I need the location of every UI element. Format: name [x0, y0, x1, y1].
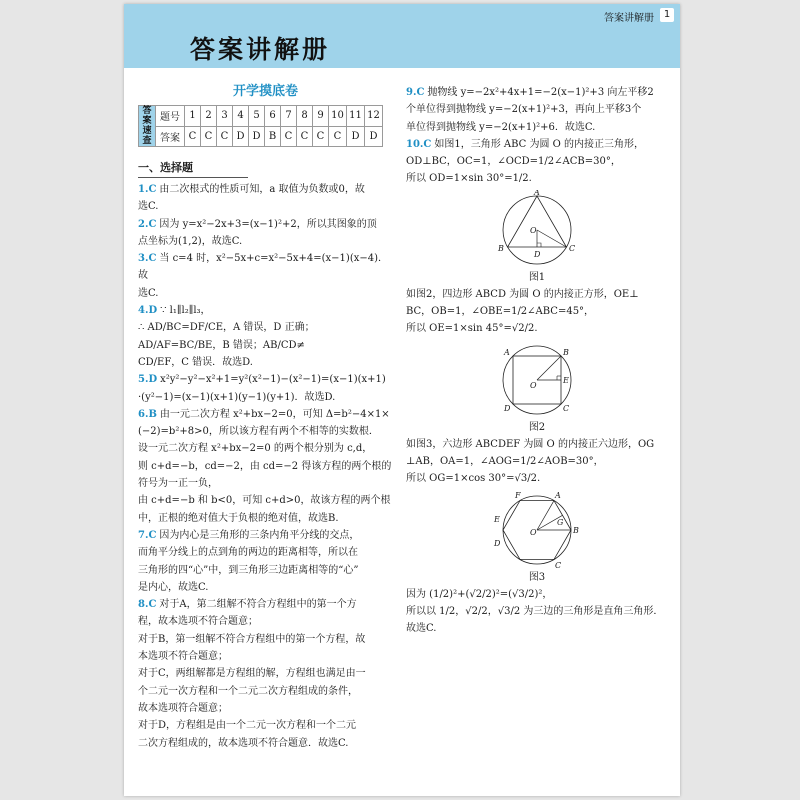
question-label: 3.C: [138, 253, 157, 265]
answer-line: 选C.: [138, 201, 159, 213]
point-label: C: [569, 243, 576, 253]
answer-cell: D: [347, 126, 365, 147]
point-label: B: [573, 525, 579, 535]
question-label: 4.D: [138, 305, 158, 317]
answer-line: 个二元一次方程和一个二元二次方程组成的条件，: [138, 685, 358, 697]
answer-line: 中，正根的绝对值大于负根的绝对值，故选B.: [138, 512, 339, 524]
question-number: 2: [201, 106, 217, 127]
page-number: 1: [660, 8, 674, 22]
answer-line: 抛物线 y=−2x²+4x+1=−2(x−1)²+3 向左平移2: [427, 87, 654, 98]
figure-2: [406, 340, 668, 434]
question-number: 3: [217, 106, 233, 127]
question-number: 4: [233, 106, 249, 127]
answer-line: 由 c+d=−b 和 b<0，可知 c+d>0，故该方程的两个根: [138, 495, 391, 507]
answer-item: [138, 250, 393, 285]
point-label: E: [494, 514, 500, 524]
question-number: 7: [281, 106, 297, 127]
question-number: 10: [329, 106, 347, 127]
answer-line: ∵ l₁∥l₂∥l₃，: [160, 305, 211, 317]
answer-line: 当 c=4 时，x²−5x+c=x²−5x+4=(x−1)(x−4)．故: [138, 253, 389, 282]
answer-line: 因为 y=x²−2x+3=(x−1)²+2，所以其图象的顶: [159, 218, 377, 230]
answer-line: 程，故本选项不符合题意；: [138, 616, 258, 628]
question-number: 1: [185, 106, 201, 127]
answer-cell: B: [265, 126, 281, 147]
point-label: F: [515, 490, 521, 500]
left-column: [138, 80, 393, 752]
section-heading: 一、选择题: [138, 159, 248, 178]
answer-line: 单位得到抛物线 y=−2(x+1)²+6．故选C.: [406, 121, 596, 133]
question-label: 6.B: [138, 408, 157, 420]
answer-line: 而角平分线上的点到角的两边的距离相等，所以在: [138, 547, 358, 559]
figure-2-diagram: [487, 340, 587, 422]
right-column: [406, 84, 668, 637]
answer-table-side-label: 答案速查: [139, 106, 156, 147]
point-label: D: [504, 403, 511, 413]
question-label: 5.D: [138, 374, 158, 386]
question-number: 9: [313, 106, 329, 127]
answer-cell: C: [281, 126, 297, 147]
question-number: 8: [297, 106, 313, 127]
answer-line: 由一元二次方程 x²+bx−2=0，可知 Δ=b²−4×1×: [159, 408, 390, 420]
point-label: A: [534, 189, 540, 197]
answer-line: ⊥AB，OA=1，∠AOG=1/2∠AOB=30°，: [406, 455, 604, 467]
answer-line: 对于C，两组解都是方程组的解，方程组也满足由一: [138, 668, 366, 680]
question-number-header: 题号: [156, 106, 185, 127]
answer-line: 所以 OE=1×sin 45°=√2/2.: [406, 323, 538, 335]
answer-line: 如图3，六边形 ABCDEF 为圆 O 的内接正六边形，OG: [406, 438, 655, 450]
point-label: G: [557, 517, 564, 527]
answer-line: 故本选项符合题意；: [138, 702, 228, 714]
point-label: C: [563, 403, 570, 413]
exam-title: 开学摸底卷: [232, 84, 298, 99]
question-number: 12: [365, 106, 383, 127]
point-label: B: [563, 347, 569, 357]
point-label: D: [494, 538, 501, 548]
question-label: 10.C: [406, 138, 432, 150]
answer-line: 符号为一正一负，: [138, 478, 218, 490]
answer-item: [138, 216, 393, 233]
answer-line: 对于D，方程组是由一个二元一次方程和一个二元: [138, 720, 357, 732]
answer-line: (−2)=b²+8>0，所以该方程有两个不相等的实数根．: [138, 426, 379, 438]
answer-line: 个单位得到抛物线 y=−2(x+1)²+3，再向上平移3个: [406, 104, 642, 116]
figure-1: [406, 190, 668, 284]
answer-quick-table: [138, 105, 383, 147]
answer-page: [124, 4, 680, 796]
answer-line: 三角形的四“心”中，到三角形三边距离相等的“心”: [138, 564, 359, 576]
answer-line: 是内心，故选C.: [138, 581, 209, 593]
answer-cell: C: [329, 126, 347, 147]
answer-line: ∴ AD/BC=DF/CE，A 错误，D 正确；AD/AF=BC/BE，B 错误；AB/CD≠: [138, 322, 315, 351]
answer-line: 对于A，第二组解不符合方程组中的第一个方: [159, 599, 357, 611]
answer-list: [138, 181, 393, 752]
answer-cell: D: [249, 126, 265, 147]
answer-item: [406, 84, 668, 101]
answer-line: 所以 OG=1×cos 30°=√3/2.: [406, 473, 541, 485]
running-head: 答案讲解册: [604, 13, 654, 24]
figure-3-diagram: [487, 490, 587, 572]
point-label: B: [498, 243, 504, 253]
answer-line: 本选项不符合题意；: [138, 651, 228, 663]
answer-item: [138, 406, 393, 423]
answer-line: BC，OB=1，∠OBE=1/2∠ABC=45°，: [406, 306, 595, 318]
answer-line: 因为 (1/2)²+(√2/2)²=(√3/2)²，: [406, 588, 553, 600]
answer-line: 如图1，三角形 ABC 为圆 O 的内接正三角形，: [434, 138, 645, 150]
answer-cell: C: [313, 126, 329, 147]
answer-cell: C: [185, 126, 201, 147]
answer-item: [406, 136, 668, 153]
answer-item: [138, 527, 393, 544]
figure-1-diagram: [487, 190, 587, 272]
point-label: O: [530, 380, 537, 390]
point-label: D: [534, 249, 541, 259]
answer-line: 设一元二次方程 x²+bx−2=0 的两个根分别为 c,d，: [138, 443, 373, 455]
question-number: 6: [265, 106, 281, 127]
answer-line: ·(y²−1)=(x−1)(x+1)(y−1)(y+1)．故选D.: [138, 391, 336, 403]
question-number: 11: [347, 106, 365, 127]
answer-line: 点坐标为(1,2)，故选C.: [138, 235, 243, 247]
answer-line: 对于B，第一组解不符合方程组中的第一个方程，故: [138, 633, 366, 645]
question-label: 1.C: [138, 184, 157, 195]
answer-line: 由二次根式的性质可知，a 取值为负数或0，故: [159, 184, 365, 195]
question-number: 5: [249, 106, 265, 127]
question-label: 7.C: [138, 529, 157, 541]
answer-line: 则 c+d=−b，cd=−2，由 cd=−2 得该方程的两个根的: [138, 460, 392, 472]
answer-line: x²y²−y²−x²+1=y²(x²−1)−(x²−1)=(x−1)(x+1): [160, 374, 386, 386]
point-label: A: [555, 490, 561, 500]
answer-cell: D: [233, 126, 249, 147]
figure-1-caption: 图1: [528, 271, 546, 283]
point-label: O: [530, 527, 537, 537]
question-label: 2.C: [138, 218, 157, 230]
answer-item: [138, 371, 393, 388]
page-header: [124, 4, 680, 68]
point-label: C: [555, 560, 562, 570]
answer-item: [138, 596, 393, 613]
answer-line: CD/EF，C 错误．故选D.: [138, 356, 253, 368]
answer-cell: D: [365, 126, 383, 147]
figure-2-caption: 图2: [528, 421, 546, 433]
point-label: E: [563, 375, 569, 385]
answer-line: 二次方程组成的，故本选项不符合题意．故选C.: [138, 737, 349, 749]
answer-line: 所以 OD=1×sin 30°=1/2.: [406, 173, 532, 185]
answer-header: 答案: [156, 126, 185, 147]
point-label: A: [504, 347, 510, 357]
answer-line: 如图2，四边形 ABCD 为圆 O 的内接正方形，OE⊥: [406, 288, 639, 300]
answer-cell: C: [201, 126, 217, 147]
answer-line: 因为内心是三角形的三条内角平分线的交点，: [159, 529, 360, 541]
answer-item: [138, 302, 393, 319]
answer-line: OD⊥BC，OC=1，∠OCD=1/2∠ACB=30°，: [406, 156, 621, 168]
figure-3-caption: 图3: [528, 571, 546, 583]
question-label: 9.C: [406, 87, 425, 98]
point-label: O: [530, 225, 537, 235]
answer-line: 选C.: [138, 287, 159, 299]
answer-line: 所以以 1/2，√2/2，√3/2 为三边的三角形是直角三角形．: [406, 605, 664, 617]
question-label: 8.C: [138, 599, 157, 611]
answer-item: [138, 181, 393, 198]
header-title: 答案讲解册: [190, 35, 331, 64]
answer-cell: C: [217, 126, 233, 147]
answer-line: 故选C.: [406, 623, 437, 635]
answer-cell: C: [297, 126, 313, 147]
figure-3: [406, 490, 668, 584]
